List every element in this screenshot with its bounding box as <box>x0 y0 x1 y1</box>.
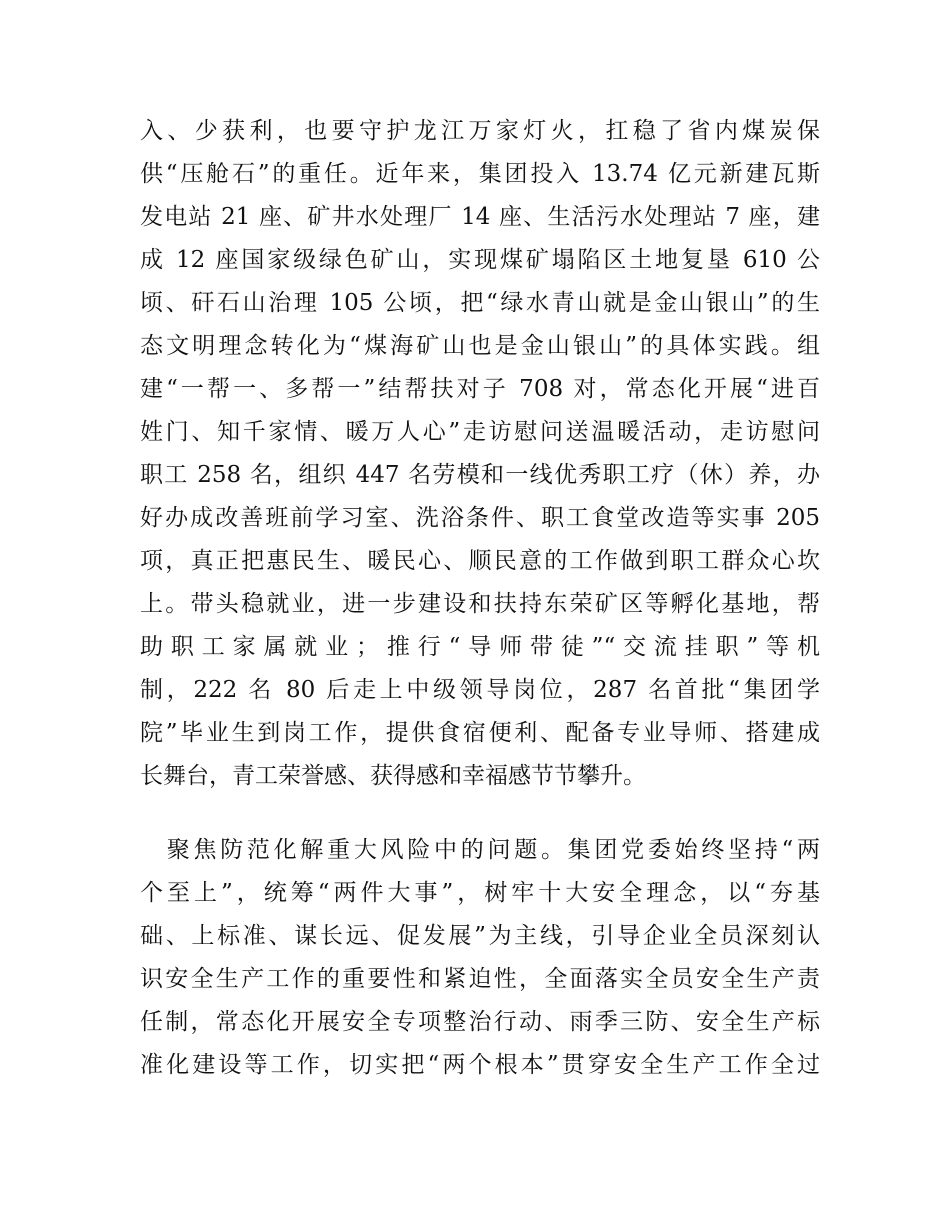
text-line: 成 12 座国家级绿色矿山，实现煤矿塌陷区土地复垦 610 公 <box>140 247 820 273</box>
text-line: 任制，常态化开展安全专项整治行动、雨季三防、安全生产标 <box>140 1009 820 1035</box>
paragraph-2 <box>140 829 820 1087</box>
text-line: 姓门、知千家情、暖万人心”走访慰问送温暖活动，走访慰问 <box>140 419 820 445</box>
text-line: 个至上”，统筹“两件大事”，树牢十大安全理念，以“夯基 <box>140 880 820 906</box>
text-line: 长舞台，青工荣誉感、获得感和幸福感节节攀升。 <box>140 763 646 789</box>
text-line: 项，真正把惠民生、暖民心、顺民意的工作做到职工群众心坎 <box>140 548 820 574</box>
text-line: 上。带头稳就业，进一步建设和扶持东荣矿区等孵化基地，帮 <box>140 591 820 617</box>
text-line: 发电站 21 座、矿井水处理厂 14 座、生活污水处理站 7 座，建 <box>140 204 820 230</box>
text-line: 助职工家属就业；推行“导师带徒”“交流挂职”等机 <box>140 634 820 660</box>
text-line: 础、上标准、谋长远、促发展”为主线，引导企业全员深刻认 <box>140 923 820 949</box>
text-line: 制，222 名 80 后走上中级领导岗位，287 名首批“集团学 <box>140 677 820 703</box>
text-line: 态文明理念转化为“煤海矿山也是金山银山”的具体实践。组 <box>140 333 820 359</box>
text-line: 聚焦防范化解重大风险中的问题。集团党委始终坚持“两 <box>140 837 820 863</box>
text-line: 顷、矸石山治理 105 公顷，把“绿水青山就是金山银山”的生 <box>140 290 820 316</box>
text-line: 职工 258 名，组织 447 名劳模和一线优秀职工疗（休）养，办 <box>140 462 820 488</box>
text-line: 准化建设等工作，切实把“两个根本”贯穿安全生产工作全过 <box>140 1052 820 1078</box>
text-line: 好办成改善班前学习室、洗浴条件、职工食堂改造等实事 205 <box>140 505 820 531</box>
text-line: 入、少获利，也要守护龙江万家灯火，扛稳了省内煤炭保 <box>140 118 820 144</box>
text-line: 供“压舱石”的重任。近年来，集团投入 13.74 亿元新建瓦斯 <box>140 161 820 187</box>
text-line: 识安全生产工作的重要性和紧迫性，全面落实全员安全生产责 <box>140 966 820 992</box>
text-line: 建“一帮一、多帮一”结帮扶对子 708 对，常态化开展“进百 <box>140 376 820 402</box>
paragraph-1 <box>140 110 820 798</box>
text-line: 院”毕业生到岗工作，提供食宿便利、配备专业导师、搭建成 <box>140 720 820 746</box>
